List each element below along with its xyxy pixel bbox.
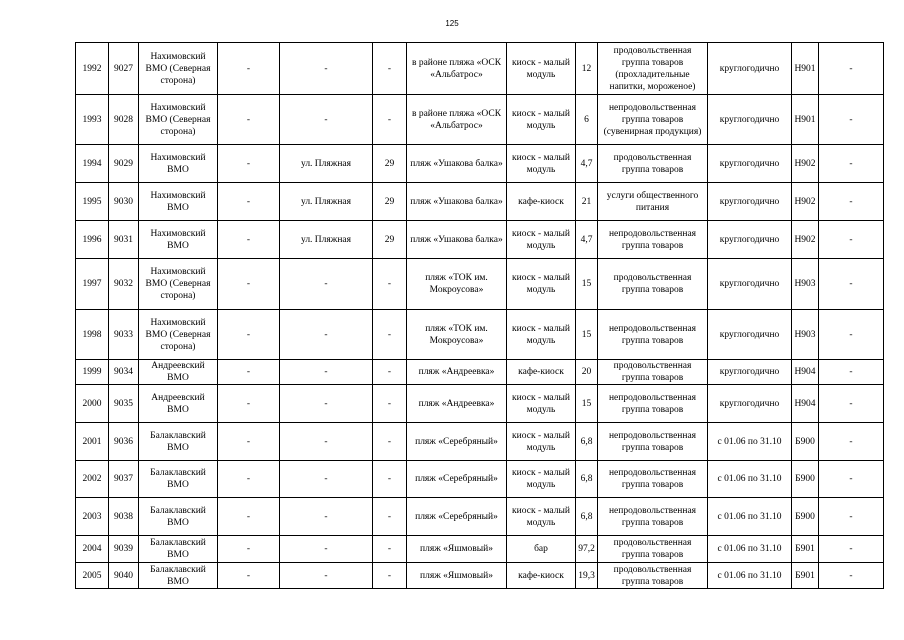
- cell-district: Андреевский ВМО: [139, 385, 218, 423]
- cell-district: Андреевский ВМО: [139, 360, 218, 385]
- cell-location: пляж «ТОК им. Мокроусова»: [407, 259, 507, 310]
- cell-district-2: -: [218, 360, 280, 385]
- cell-scheme-code: Н902: [792, 221, 819, 259]
- cell-district: Балаклавский ВМО: [139, 563, 218, 589]
- cell-object-type: киоск - малый модуль: [507, 145, 576, 183]
- table-row: [76, 221, 884, 259]
- cell-object-number: 9040: [109, 563, 139, 589]
- table-row: [76, 423, 884, 461]
- cell-house-number: 29: [373, 183, 407, 221]
- cell-note: -: [819, 259, 884, 310]
- cell-note: -: [819, 461, 884, 498]
- table-row: [76, 563, 884, 589]
- cell-object-type: киоск - малый модуль: [507, 259, 576, 310]
- table-row: [76, 95, 884, 145]
- cell-district: Нахимовский ВМО (Северная сторона): [139, 95, 218, 145]
- cell-district-2: -: [218, 43, 280, 95]
- cell-row-number: 1998: [76, 310, 109, 360]
- cell-specialization: непродовольственная группа товаров: [598, 385, 708, 423]
- cell-location: пляж «Серебряный»: [407, 498, 507, 536]
- cell-object-number: 9033: [109, 310, 139, 360]
- cell-location: пляж «Ушакова балка»: [407, 145, 507, 183]
- cell-district-2: -: [218, 423, 280, 461]
- cell-object-type: киоск - малый модуль: [507, 423, 576, 461]
- cell-district: Нахимовский ВМО: [139, 221, 218, 259]
- cell-area: 15: [576, 259, 598, 310]
- cell-row-number: 1992: [76, 43, 109, 95]
- cell-street: -: [280, 423, 373, 461]
- cell-district: Нахимовский ВМО: [139, 145, 218, 183]
- cell-area: 97,2: [576, 536, 598, 563]
- cell-scheme-code: Н902: [792, 145, 819, 183]
- cell-note: -: [819, 43, 884, 95]
- cell-location: пляж «Андреевка»: [407, 385, 507, 423]
- cell-street: -: [280, 259, 373, 310]
- cell-location: в районе пляжа «ОСК «Альбатрос»: [407, 95, 507, 145]
- cell-street: -: [280, 310, 373, 360]
- cell-area: 6,8: [576, 498, 598, 536]
- cell-scheme-code: Б901: [792, 536, 819, 563]
- cell-scheme-code: Н904: [792, 385, 819, 423]
- cell-specialization: продовольственная группа товаров (прохладительные напитки, мороженое): [598, 43, 708, 95]
- cell-object-type: кафе-киоск: [507, 563, 576, 589]
- cell-row-number: 2002: [76, 461, 109, 498]
- cell-row-number: 1996: [76, 221, 109, 259]
- cell-district: Балаклавский ВМО: [139, 498, 218, 536]
- cell-specialization: продовольственная группа товаров: [598, 563, 708, 589]
- cell-house-number: -: [373, 498, 407, 536]
- cell-street: -: [280, 536, 373, 563]
- cell-location: пляж «Яшмовый»: [407, 563, 507, 589]
- cell-specialization: непродовольственная группа товаров (сувенирная продукция): [598, 95, 708, 145]
- cell-location: пляж «Андреевка»: [407, 360, 507, 385]
- cell-house-number: 29: [373, 145, 407, 183]
- cell-scheme-code: Б900: [792, 423, 819, 461]
- cell-scheme-code: Н903: [792, 259, 819, 310]
- cell-note: -: [819, 310, 884, 360]
- cell-specialization: услуги общественного питания: [598, 183, 708, 221]
- cell-street: -: [280, 385, 373, 423]
- cell-object-type: кафе-киоск: [507, 360, 576, 385]
- cell-note: -: [819, 385, 884, 423]
- cell-area: 6,8: [576, 461, 598, 498]
- cell-row-number: 2005: [76, 563, 109, 589]
- cell-specialization: непродовольственная группа товаров: [598, 498, 708, 536]
- cell-specialization: продовольственная группа товаров: [598, 536, 708, 563]
- cell-district: Балаклавский ВМО: [139, 536, 218, 563]
- cell-area: 6,8: [576, 423, 598, 461]
- cell-street: -: [280, 461, 373, 498]
- table-row: [76, 310, 884, 360]
- table-row: [76, 43, 884, 95]
- cell-street: -: [280, 498, 373, 536]
- table-row: [76, 461, 884, 498]
- cell-period: с 01.06 по 31.10: [708, 563, 792, 589]
- cell-street: -: [280, 360, 373, 385]
- cell-district-2: -: [218, 221, 280, 259]
- cell-area: 6: [576, 95, 598, 145]
- cell-location: пляж «Яшмовый»: [407, 536, 507, 563]
- cell-period: круглогодично: [708, 360, 792, 385]
- cell-street: -: [280, 43, 373, 95]
- cell-district-2: -: [218, 259, 280, 310]
- cell-period: с 01.06 по 31.10: [708, 498, 792, 536]
- cell-scheme-code: Б900: [792, 461, 819, 498]
- cell-row-number: 1994: [76, 145, 109, 183]
- cell-note: -: [819, 563, 884, 589]
- cell-period: круглогодично: [708, 385, 792, 423]
- cell-period: круглогодично: [708, 95, 792, 145]
- cell-district-2: -: [218, 95, 280, 145]
- table-row: [76, 183, 884, 221]
- cell-period: круглогодично: [708, 259, 792, 310]
- cell-house-number: -: [373, 95, 407, 145]
- cell-scheme-code: Н904: [792, 360, 819, 385]
- cell-street: -: [280, 563, 373, 589]
- cell-object-number: 9029: [109, 145, 139, 183]
- cell-location: пляж «Ушакова балка»: [407, 221, 507, 259]
- cell-scheme-code: Н901: [792, 43, 819, 95]
- cell-period: круглогодично: [708, 145, 792, 183]
- cell-row-number: 2003: [76, 498, 109, 536]
- cell-house-number: -: [373, 310, 407, 360]
- cell-scheme-code: Б900: [792, 498, 819, 536]
- table-row: [76, 385, 884, 423]
- table-row: [76, 498, 884, 536]
- cell-district-2: -: [218, 461, 280, 498]
- table-row: [76, 536, 884, 563]
- cell-scheme-code: Н903: [792, 310, 819, 360]
- cell-area: 12: [576, 43, 598, 95]
- cell-object-number: 9027: [109, 43, 139, 95]
- cell-row-number: 2000: [76, 385, 109, 423]
- cell-location: пляж «Серебряный»: [407, 461, 507, 498]
- cell-house-number: -: [373, 563, 407, 589]
- cell-object-number: 9030: [109, 183, 139, 221]
- cell-specialization: непродовольственная группа товаров: [598, 461, 708, 498]
- cell-area: 15: [576, 310, 598, 360]
- table-row: [76, 259, 884, 310]
- cell-area: 4,7: [576, 221, 598, 259]
- cell-district: Балаклавский ВМО: [139, 461, 218, 498]
- cell-row-number: 1997: [76, 259, 109, 310]
- cell-specialization: продовольственная группа товаров: [598, 145, 708, 183]
- cell-note: -: [819, 423, 884, 461]
- cell-house-number: -: [373, 536, 407, 563]
- cell-street: ул. Пляжная: [280, 221, 373, 259]
- cell-object-number: 9036: [109, 423, 139, 461]
- cell-period: круглогодично: [708, 310, 792, 360]
- cell-street: ул. Пляжная: [280, 183, 373, 221]
- registry-table: [75, 42, 884, 589]
- cell-note: -: [819, 498, 884, 536]
- cell-period: с 01.06 по 31.10: [708, 536, 792, 563]
- cell-object-number: 9039: [109, 536, 139, 563]
- cell-district: Нахимовский ВМО (Северная сторона): [139, 310, 218, 360]
- cell-specialization: непродовольственная группа товаров: [598, 310, 708, 360]
- cell-location: пляж «Ушакова балка»: [407, 183, 507, 221]
- cell-row-number: 1993: [76, 95, 109, 145]
- cell-house-number: -: [373, 360, 407, 385]
- cell-district: Нахимовский ВМО (Северная сторона): [139, 259, 218, 310]
- cell-period: круглогодично: [708, 43, 792, 95]
- cell-object-type: киоск - малый модуль: [507, 498, 576, 536]
- cell-house-number: 29: [373, 221, 407, 259]
- cell-period: круглогодично: [708, 221, 792, 259]
- cell-specialization: непродовольственная группа товаров: [598, 423, 708, 461]
- cell-district-2: -: [218, 536, 280, 563]
- table-row: [76, 360, 884, 385]
- cell-row-number: 2004: [76, 536, 109, 563]
- cell-district: Нахимовский ВМО (Северная сторона): [139, 43, 218, 95]
- cell-note: -: [819, 221, 884, 259]
- cell-house-number: -: [373, 259, 407, 310]
- cell-house-number: -: [373, 43, 407, 95]
- cell-scheme-code: Н901: [792, 95, 819, 145]
- cell-note: -: [819, 360, 884, 385]
- cell-scheme-code: Б901: [792, 563, 819, 589]
- cell-object-number: 9034: [109, 360, 139, 385]
- cell-house-number: -: [373, 423, 407, 461]
- page-number: 125: [445, 19, 459, 28]
- cell-object-type: киоск - малый модуль: [507, 385, 576, 423]
- cell-object-type: киоск - малый модуль: [507, 221, 576, 259]
- cell-period: с 01.06 по 31.10: [708, 461, 792, 498]
- cell-location: пляж «ТОК им. Мокроусова»: [407, 310, 507, 360]
- cell-specialization: продовольственная группа товаров: [598, 259, 708, 310]
- cell-district-2: -: [218, 563, 280, 589]
- cell-district: Нахимовский ВМО: [139, 183, 218, 221]
- cell-period: круглогодично: [708, 183, 792, 221]
- cell-note: -: [819, 183, 884, 221]
- cell-scheme-code: Н902: [792, 183, 819, 221]
- cell-row-number: 1999: [76, 360, 109, 385]
- cell-area: 15: [576, 385, 598, 423]
- cell-note: -: [819, 145, 884, 183]
- cell-object-type: киоск - малый модуль: [507, 95, 576, 145]
- cell-house-number: -: [373, 461, 407, 498]
- cell-object-number: 9032: [109, 259, 139, 310]
- cell-row-number: 1995: [76, 183, 109, 221]
- cell-note: -: [819, 95, 884, 145]
- cell-object-number: 9035: [109, 385, 139, 423]
- cell-house-number: -: [373, 385, 407, 423]
- cell-row-number: 2001: [76, 423, 109, 461]
- cell-area: 19,3: [576, 563, 598, 589]
- cell-district: Балаклавский ВМО: [139, 423, 218, 461]
- cell-object-type: киоск - малый модуль: [507, 310, 576, 360]
- cell-specialization: продовольственная группа товаров: [598, 360, 708, 385]
- cell-location: пляж «Серебряный»: [407, 423, 507, 461]
- cell-object-number: 9028: [109, 95, 139, 145]
- cell-object-number: 9037: [109, 461, 139, 498]
- cell-object-number: 9031: [109, 221, 139, 259]
- cell-period: с 01.06 по 31.10: [708, 423, 792, 461]
- cell-street: -: [280, 95, 373, 145]
- cell-district-2: -: [218, 385, 280, 423]
- cell-note: -: [819, 536, 884, 563]
- cell-object-type: киоск - малый модуль: [507, 461, 576, 498]
- cell-district-2: -: [218, 145, 280, 183]
- cell-object-type: кафе-киоск: [507, 183, 576, 221]
- cell-object-number: 9038: [109, 498, 139, 536]
- cell-location: в районе пляжа «ОСК «Альбатрос»: [407, 43, 507, 95]
- cell-object-type: бар: [507, 536, 576, 563]
- cell-district-2: -: [218, 183, 280, 221]
- cell-district-2: -: [218, 498, 280, 536]
- cell-object-type: киоск - малый модуль: [507, 43, 576, 95]
- cell-street: ул. Пляжная: [280, 145, 373, 183]
- table-row: [76, 145, 884, 183]
- cell-district-2: -: [218, 310, 280, 360]
- cell-area: 21: [576, 183, 598, 221]
- cell-area: 20: [576, 360, 598, 385]
- cell-specialization: непродовольственная группа товаров: [598, 221, 708, 259]
- cell-area: 4,7: [576, 145, 598, 183]
